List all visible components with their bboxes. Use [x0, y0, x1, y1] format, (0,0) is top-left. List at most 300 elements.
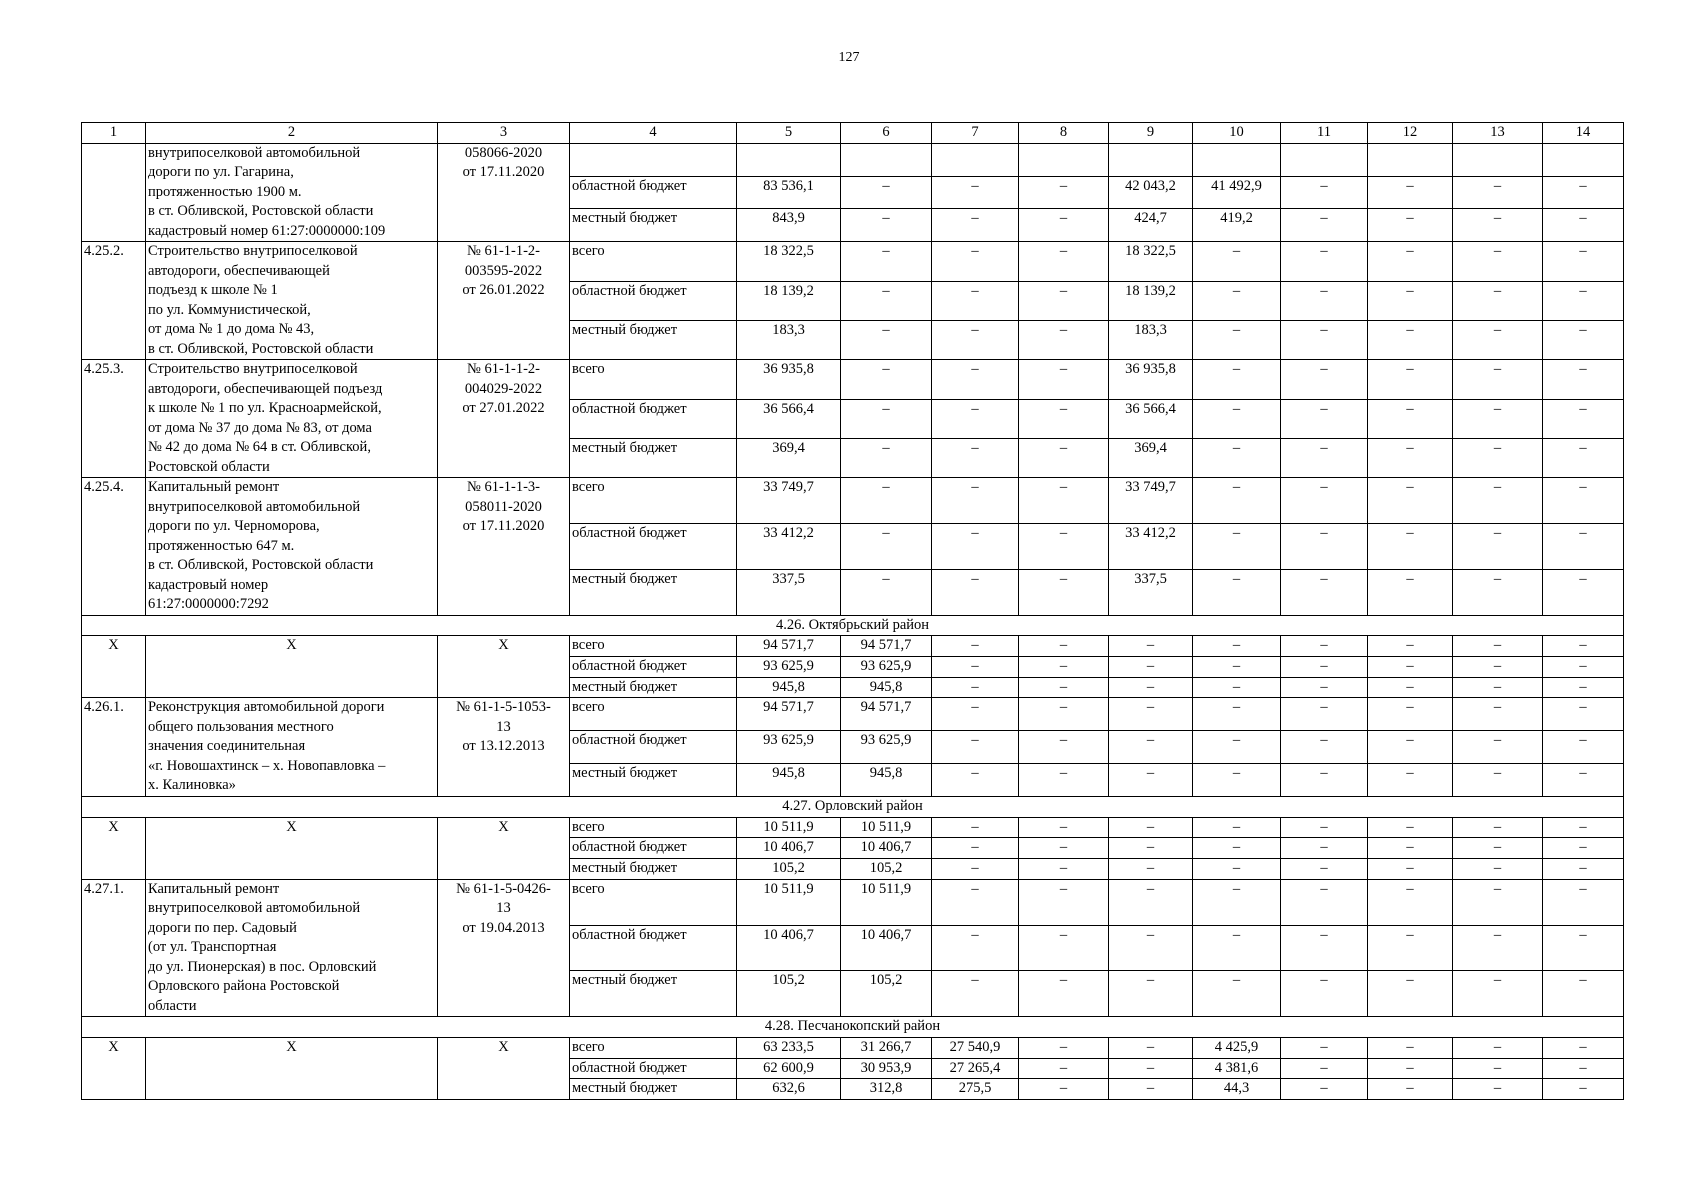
value-cell: 183,3 — [1109, 320, 1193, 359]
budget-source: всего — [570, 817, 737, 838]
value-cell: – — [1368, 677, 1453, 698]
table-row — [82, 698, 1624, 731]
value-cell: – — [1453, 281, 1543, 320]
budget-source: местный бюджет — [570, 438, 737, 477]
value-cell: – — [1368, 524, 1453, 570]
value-cell: 93 625,9 — [841, 657, 932, 678]
budget-source: местный бюджет — [570, 764, 737, 797]
value-cell: 36 566,4 — [1109, 399, 1193, 438]
item-name: Х — [146, 817, 438, 879]
value-cell: 337,5 — [737, 569, 841, 615]
table-row — [82, 817, 1624, 838]
budget-source: местный бюджет — [570, 1079, 737, 1100]
value-cell: – — [1543, 925, 1624, 971]
item-name: внутрипоселковой автомобильной дороги по ул. Гагарина, протяженностью 1900 м. в ст. Обливской, Ростовской области кадастровый номер 61:27:0000000:109 — [146, 143, 438, 242]
value-cell: 63 233,5 — [737, 1037, 841, 1058]
item-number: Х — [82, 636, 146, 698]
value-cell: 83 536,1 — [737, 176, 841, 209]
value-cell: – — [1109, 636, 1193, 657]
item-document: Х — [438, 1037, 570, 1099]
section-row — [82, 1017, 1624, 1038]
value-cell: 105,2 — [841, 859, 932, 880]
value-cell: – — [1281, 677, 1368, 698]
value-cell: – — [1453, 242, 1543, 281]
budget-source: местный бюджет — [570, 569, 737, 615]
value-cell: 33 412,2 — [737, 524, 841, 570]
column-header: 8 — [1019, 123, 1109, 144]
value-cell: – — [1193, 731, 1281, 764]
value-cell: – — [1368, 281, 1453, 320]
value-cell: – — [1109, 764, 1193, 797]
value-cell: 27 265,4 — [932, 1058, 1019, 1079]
value-cell: – — [1281, 764, 1368, 797]
value-cell: – — [1453, 176, 1543, 209]
value-cell: – — [1368, 399, 1453, 438]
value-cell: – — [1019, 320, 1109, 359]
value-cell: – — [841, 209, 932, 242]
value-cell: – — [1543, 399, 1624, 438]
table-row — [82, 360, 1624, 399]
value-cell: 10 511,9 — [737, 879, 841, 925]
item-document: Х — [438, 636, 570, 698]
value-cell: – — [932, 838, 1019, 859]
value-cell: 31 266,7 — [841, 1037, 932, 1058]
value-cell: – — [1281, 1079, 1368, 1100]
value-cell: – — [1281, 879, 1368, 925]
value-cell: – — [1453, 731, 1543, 764]
value-cell: – — [1193, 879, 1281, 925]
value-cell: – — [1193, 636, 1281, 657]
item-number — [82, 143, 146, 242]
header-row — [82, 123, 1624, 144]
value-cell: – — [1368, 1058, 1453, 1079]
value-cell: – — [1453, 399, 1543, 438]
value-cell: – — [1019, 242, 1109, 281]
item-name: Реконструкция автомобильной дороги общего пользования местного значения соединительная «г. Новошахтинск – х. Новопавловка – х. Калиновка» — [146, 698, 438, 797]
value-cell: – — [932, 176, 1019, 209]
value-cell: – — [932, 399, 1019, 438]
value-cell: – — [1193, 524, 1281, 570]
value-cell: 93 625,9 — [737, 657, 841, 678]
value-cell: – — [1281, 209, 1368, 242]
value-cell: – — [1281, 360, 1368, 399]
value-cell: – — [1543, 320, 1624, 359]
value-cell: – — [1019, 677, 1109, 698]
budget-source: областной бюджет — [570, 281, 737, 320]
value-cell: – — [1543, 438, 1624, 477]
budget-source: областной бюджет — [570, 731, 737, 764]
value-cell: 36 935,8 — [1109, 360, 1193, 399]
column-header: 6 — [841, 123, 932, 144]
value-cell: – — [841, 438, 932, 477]
value-cell: – — [1543, 764, 1624, 797]
value-cell: – — [1368, 925, 1453, 971]
value-cell: 33 749,7 — [737, 478, 841, 524]
item-name: Капитальный ремонт внутрипоселковой автомобильной дороги по пер. Садовый (от ул. Транспортная до ул. Пионерская) в пос. Орловский Орловского района Ростовской области — [146, 879, 438, 1017]
value-cell: – — [932, 817, 1019, 838]
value-cell: 27 540,9 — [932, 1037, 1019, 1058]
value-cell: – — [932, 698, 1019, 731]
value-cell: – — [1019, 879, 1109, 925]
section-row — [82, 615, 1624, 636]
value-cell: – — [932, 636, 1019, 657]
value-cell: – — [1109, 1079, 1193, 1100]
value-cell: – — [1109, 859, 1193, 880]
value-cell: – — [1368, 859, 1453, 880]
value-cell: – — [932, 320, 1019, 359]
column-header: 2 — [146, 123, 438, 144]
budget-source: областной бюджет — [570, 657, 737, 678]
value-cell: 337,5 — [1109, 569, 1193, 615]
item-number: 4.26.1. — [82, 698, 146, 797]
value-cell: 4 425,9 — [1193, 1037, 1281, 1058]
budget-source: местный бюджет — [570, 677, 737, 698]
value-cell: 94 571,7 — [841, 636, 932, 657]
budget-source: местный бюджет — [570, 320, 737, 359]
value-cell: – — [1368, 971, 1453, 1017]
budget-source: местный бюджет — [570, 209, 737, 242]
value-cell: 105,2 — [737, 859, 841, 880]
value-cell: – — [1368, 698, 1453, 731]
value-cell: 10 511,9 — [841, 879, 932, 925]
value-cell: 10 406,7 — [737, 925, 841, 971]
value-cell: – — [1453, 817, 1543, 838]
value-cell: – — [1019, 1037, 1109, 1058]
value-cell: – — [1543, 859, 1624, 880]
value-cell: 183,3 — [737, 320, 841, 359]
column-header: 4 — [570, 123, 737, 144]
value-cell: – — [1543, 242, 1624, 281]
value-cell: 945,8 — [841, 677, 932, 698]
value-cell: – — [1281, 636, 1368, 657]
value-cell: – — [1281, 731, 1368, 764]
budget-source: местный бюджет — [570, 859, 737, 880]
value-cell: – — [1109, 879, 1193, 925]
value-cell: – — [1109, 698, 1193, 731]
value-cell: – — [1193, 569, 1281, 615]
value-cell: – — [1019, 1058, 1109, 1079]
value-cell: – — [1193, 281, 1281, 320]
value-cell: 105,2 — [737, 971, 841, 1017]
value-cell: – — [841, 399, 932, 438]
budget-source: всего — [570, 636, 737, 657]
value-cell: – — [1543, 879, 1624, 925]
value-cell: – — [1368, 478, 1453, 524]
value-cell: – — [1019, 209, 1109, 242]
value-cell: 18 139,2 — [1109, 281, 1193, 320]
value-cell: – — [1543, 176, 1624, 209]
value-cell: – — [932, 281, 1019, 320]
value-cell — [737, 143, 841, 176]
value-cell: – — [1368, 731, 1453, 764]
value-cell: – — [1109, 731, 1193, 764]
value-cell: – — [1193, 360, 1281, 399]
column-header: 5 — [737, 123, 841, 144]
value-cell: 41 492,9 — [1193, 176, 1281, 209]
value-cell: – — [841, 281, 932, 320]
value-cell: – — [1193, 438, 1281, 477]
value-cell: 93 625,9 — [737, 731, 841, 764]
value-cell: – — [1109, 677, 1193, 698]
value-cell: 18 139,2 — [737, 281, 841, 320]
value-cell: – — [1453, 879, 1543, 925]
item-document: № 61-1-1-2- 004029-2022 от 27.01.2022 — [438, 360, 570, 478]
value-cell: – — [1019, 524, 1109, 570]
value-cell: – — [1193, 478, 1281, 524]
value-cell: – — [932, 360, 1019, 399]
value-cell: – — [1109, 925, 1193, 971]
budget-source: всего — [570, 879, 737, 925]
value-cell: – — [1193, 859, 1281, 880]
value-cell: – — [1368, 360, 1453, 399]
value-cell: – — [1368, 657, 1453, 678]
value-cell: – — [1193, 657, 1281, 678]
value-cell: – — [1453, 1058, 1543, 1079]
value-cell: – — [1453, 925, 1543, 971]
value-cell: 275,5 — [932, 1079, 1019, 1100]
item-number: 4.25.3. — [82, 360, 146, 478]
value-cell: – — [1281, 320, 1368, 359]
value-cell: – — [1019, 438, 1109, 477]
value-cell: 10 406,7 — [737, 838, 841, 859]
value-cell: – — [1368, 636, 1453, 657]
value-cell: – — [1368, 817, 1453, 838]
budget-source: областной бюджет — [570, 925, 737, 971]
column-header: 13 — [1453, 123, 1543, 144]
value-cell: – — [1281, 657, 1368, 678]
value-cell: 419,2 — [1193, 209, 1281, 242]
value-cell: – — [1368, 879, 1453, 925]
value-cell: – — [1453, 1079, 1543, 1100]
column-header: 14 — [1543, 123, 1624, 144]
value-cell: – — [1019, 698, 1109, 731]
value-cell: 44,3 — [1193, 1079, 1281, 1100]
value-cell: – — [1453, 209, 1543, 242]
value-cell: 36 935,8 — [737, 360, 841, 399]
value-cell: 33 412,2 — [1109, 524, 1193, 570]
value-cell: – — [932, 677, 1019, 698]
value-cell: – — [1281, 817, 1368, 838]
value-cell: – — [1019, 478, 1109, 524]
value-cell: – — [1019, 859, 1109, 880]
value-cell: – — [1281, 524, 1368, 570]
value-cell: – — [1453, 569, 1543, 615]
value-cell: – — [1281, 478, 1368, 524]
budget-source: местный бюджет — [570, 971, 737, 1017]
column-header: 1 — [82, 123, 146, 144]
table-row — [82, 143, 1624, 176]
section-row — [82, 796, 1624, 817]
item-document: № 61-1-1-2- 003595-2022 от 26.01.2022 — [438, 242, 570, 360]
budget-source: всего — [570, 1037, 737, 1058]
value-cell: – — [1368, 1037, 1453, 1058]
value-cell: – — [932, 209, 1019, 242]
value-cell: – — [1453, 764, 1543, 797]
item-number: 4.25.2. — [82, 242, 146, 360]
value-cell: – — [1281, 176, 1368, 209]
section-title: 4.26. Октябрьский район — [82, 615, 1624, 636]
value-cell: – — [1368, 242, 1453, 281]
value-cell: – — [1543, 731, 1624, 764]
value-cell: – — [1368, 569, 1453, 615]
value-cell: 10 406,7 — [841, 838, 932, 859]
value-cell: – — [1193, 838, 1281, 859]
value-cell — [1193, 143, 1281, 176]
value-cell: – — [841, 569, 932, 615]
value-cell — [1109, 143, 1193, 176]
value-cell: – — [932, 242, 1019, 281]
value-cell: 632,6 — [737, 1079, 841, 1100]
value-cell: – — [1543, 281, 1624, 320]
value-cell: – — [932, 569, 1019, 615]
value-cell: – — [1019, 657, 1109, 678]
column-header: 10 — [1193, 123, 1281, 144]
section-title: 4.27. Орловский район — [82, 796, 1624, 817]
table-row — [82, 478, 1624, 524]
value-cell: 30 953,9 — [841, 1058, 932, 1079]
item-document: № 61-1-5-0426- 13 от 19.04.2013 — [438, 879, 570, 1017]
value-cell: 10 406,7 — [841, 925, 932, 971]
value-cell: – — [1453, 360, 1543, 399]
item-number: 4.27.1. — [82, 879, 146, 1017]
value-cell: – — [841, 524, 932, 570]
budget-source: всего — [570, 478, 737, 524]
value-cell: – — [1543, 1079, 1624, 1100]
value-cell: – — [1368, 438, 1453, 477]
value-cell: 94 571,7 — [737, 636, 841, 657]
value-cell: – — [1543, 817, 1624, 838]
value-cell: – — [1109, 817, 1193, 838]
value-cell: – — [1453, 438, 1543, 477]
value-cell: – — [841, 360, 932, 399]
value-cell — [932, 143, 1019, 176]
budget-source: областной бюджет — [570, 399, 737, 438]
value-cell: – — [1109, 1037, 1193, 1058]
item-name: Строительство внутрипоселковой автодороги, обеспечивающей подъезд к школе № 1 по ул. Красноармейской, от дома № 37 до дома № 83, от дома № 42 до дома № 64 в ст. Обливской, Ростовской области — [146, 360, 438, 478]
value-cell: – — [1019, 281, 1109, 320]
value-cell: – — [1281, 1058, 1368, 1079]
table-body — [82, 123, 1624, 1100]
value-cell: – — [1019, 636, 1109, 657]
value-cell: – — [1543, 478, 1624, 524]
value-cell: – — [1019, 925, 1109, 971]
value-cell: 312,8 — [841, 1079, 932, 1100]
budget-source — [570, 143, 737, 176]
budget-table — [81, 122, 1624, 1100]
value-cell: 105,2 — [841, 971, 932, 1017]
value-cell: 18 322,5 — [1109, 242, 1193, 281]
column-header: 3 — [438, 123, 570, 144]
page-number: 127 — [838, 50, 860, 65]
value-cell: – — [1453, 677, 1543, 698]
value-cell: – — [1019, 569, 1109, 615]
value-cell: – — [1453, 657, 1543, 678]
value-cell: 36 566,4 — [737, 399, 841, 438]
value-cell: 93 625,9 — [841, 731, 932, 764]
value-cell: 18 322,5 — [737, 242, 841, 281]
item-document: № 61-1-5-1053- 13 от 13.12.2013 — [438, 698, 570, 797]
value-cell: – — [1019, 731, 1109, 764]
value-cell: – — [1543, 677, 1624, 698]
value-cell: – — [1193, 242, 1281, 281]
value-cell: – — [932, 971, 1019, 1017]
value-cell: – — [1453, 478, 1543, 524]
value-cell: – — [1281, 242, 1368, 281]
value-cell: – — [1368, 1079, 1453, 1100]
value-cell: – — [841, 478, 932, 524]
value-cell: – — [1281, 838, 1368, 859]
column-header: 9 — [1109, 123, 1193, 144]
value-cell: – — [1019, 971, 1109, 1017]
value-cell: – — [1193, 971, 1281, 1017]
value-cell: – — [1453, 1037, 1543, 1058]
value-cell: – — [1453, 971, 1543, 1017]
value-cell: 4 381,6 — [1193, 1058, 1281, 1079]
value-cell: – — [1193, 399, 1281, 438]
value-cell: – — [1193, 698, 1281, 731]
value-cell: – — [1019, 817, 1109, 838]
value-cell: – — [932, 657, 1019, 678]
value-cell: – — [1281, 281, 1368, 320]
item-document: № 61-1-1-3- 058011-2020 от 17.11.2020 — [438, 478, 570, 616]
value-cell: 94 571,7 — [841, 698, 932, 731]
value-cell — [1019, 143, 1109, 176]
budget-source: всего — [570, 698, 737, 731]
value-cell: – — [932, 925, 1019, 971]
table-row — [82, 879, 1624, 925]
value-cell: – — [932, 438, 1019, 477]
item-number: 4.25.4. — [82, 478, 146, 616]
value-cell: 843,9 — [737, 209, 841, 242]
value-cell: – — [1281, 438, 1368, 477]
value-cell: – — [1019, 1079, 1109, 1100]
value-cell: 94 571,7 — [737, 698, 841, 731]
item-name: Строительство внутрипоселковой автодороги, обеспечивающей подъезд к школе № 1 по ул. Коммунистической, от дома № 1 до дома № 43, в ст. Обливской, Ростовской области — [146, 242, 438, 360]
value-cell: – — [841, 242, 932, 281]
value-cell: – — [1543, 1037, 1624, 1058]
value-cell: – — [1453, 636, 1543, 657]
value-cell: – — [1109, 838, 1193, 859]
value-cell — [1543, 143, 1624, 176]
value-cell: 369,4 — [1109, 438, 1193, 477]
value-cell: 945,8 — [841, 764, 932, 797]
value-cell: – — [1193, 677, 1281, 698]
item-name: Капитальный ремонт внутрипоселковой автомобильной дороги по ул. Черноморова, протяженностью 647 м. в ст. Обливской, Ростовской области кадастровый номер 61:27:0000000:7292 — [146, 478, 438, 616]
value-cell: – — [932, 524, 1019, 570]
value-cell: 62 600,9 — [737, 1058, 841, 1079]
value-cell: – — [1193, 925, 1281, 971]
budget-source: областной бюджет — [570, 524, 737, 570]
budget-source: областной бюджет — [570, 838, 737, 859]
value-cell: 10 511,9 — [841, 817, 932, 838]
value-cell: – — [1019, 360, 1109, 399]
value-cell: – — [932, 478, 1019, 524]
value-cell: – — [1193, 817, 1281, 838]
value-cell: 945,8 — [737, 764, 841, 797]
value-cell: – — [1019, 399, 1109, 438]
value-cell: – — [1453, 698, 1543, 731]
value-cell: – — [1368, 838, 1453, 859]
value-cell: – — [1543, 209, 1624, 242]
budget-source: областной бюджет — [570, 176, 737, 209]
value-cell: – — [1281, 859, 1368, 880]
value-cell: – — [1543, 657, 1624, 678]
value-cell — [841, 143, 932, 176]
value-cell — [1368, 143, 1453, 176]
value-cell: 369,4 — [737, 438, 841, 477]
column-header: 12 — [1368, 123, 1453, 144]
value-cell: – — [1543, 698, 1624, 731]
